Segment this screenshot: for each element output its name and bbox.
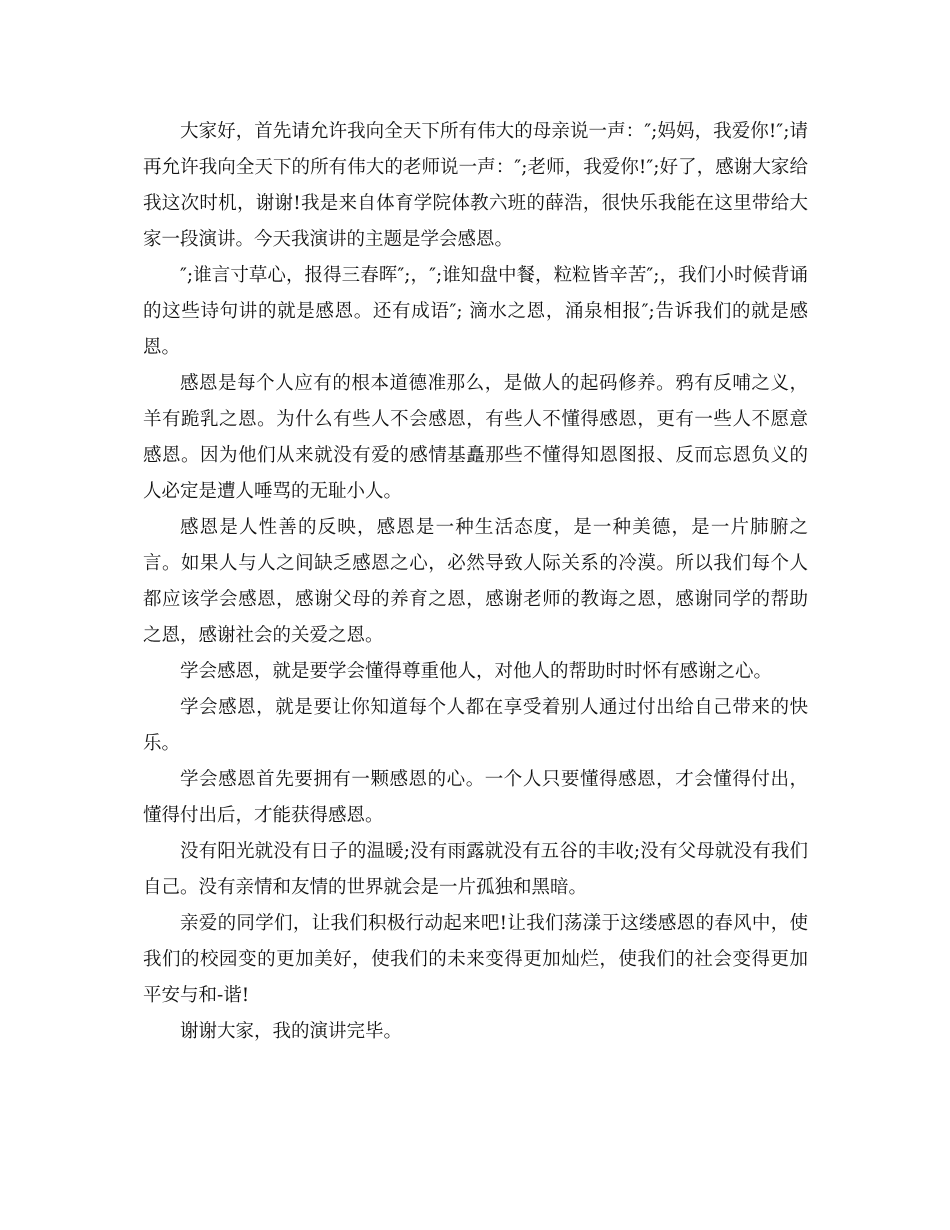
paragraph-poems: ″;谁言寸草心，报得三春晖″;，″;谁知盘中餐，粒粒皆辛苦″;，我们小时候背诵的这些诗句讲的就是感恩。还有成语″; 滴水之恩，涌泉相报″;告诉我们的就是感恩。	[143, 265, 808, 358]
document-body	[143, 114, 808, 1050]
paragraph-respect: 学会感恩，就是要学会懂得尊重他人，对他人的帮助时时怀有感谢之心。	[180, 661, 773, 682]
paragraph-closing: 谢谢大家，我的演讲完毕。	[180, 1021, 403, 1042]
paragraph-greeting: 大家好，首先请允许我向全天下所有伟大的母亲说一声：″;妈妈，我爱你!″;请再允许我向全天下的所有伟大的老师说一声：″;老师，我爱你!″;好了，感谢大家给我这次时机，谢谢!我是来自体育学院体教六班的薛浩，很快乐我能在这里带给大家一段演讲。今天我演讲的主题是学会感恩。	[143, 121, 808, 250]
paragraph-grateful-heart: 学会感恩首先要拥有一颗感恩的心。一个人只要懂得感恩，才会懂得付出，懂得付出后，才能获得感恩。	[143, 769, 808, 826]
paragraph-enjoy: 学会感恩，就是要让你知道每个人都在享受着别人通过付出给自己带来的快乐。	[143, 697, 808, 754]
paragraph-human-nature: 感恩是人性善的反映，感恩是一种生活态度，是一种美德，是一片肺腑之言。如果人与人之间缺乏感恩之心，必然导致人际关系的冷漠。所以我们每个人都应该学会感恩，感谢父母的养育之恩，感谢老师的教诲之恩，感谢同学的帮助之恩，感谢社会的关爱之恩。	[143, 517, 808, 646]
paragraph-call-to-action: 亲爱的同学们，让我们积极行动起来吧!让我们荡漾于这缕感恩的春风中，使我们的校园变的更加美好，使我们的未来变得更加灿烂，使我们的社会变得更加平安与和-谐!	[143, 913, 808, 1006]
paragraph-morality: 感恩是每个人应有的根本道德准那么，是做人的起码修养。鸦有反哺之义，羊有跪乳之恩。为什么有些人不会感恩，有些人不懂得感恩，更有一些人不愿意感恩。因为他们从来就没有爱的感情基矗那些不懂得知恩图报、反而忘恩负义的人必定是遭人唾骂的无耻小人。	[143, 373, 808, 502]
paragraph-sunshine: 没有阳光就没有日子的温暖;没有雨露就没有五谷的丰收;没有父母就没有我们自己。没有亲情和友情的世界就会是一片孤独和黑暗。	[143, 841, 808, 898]
